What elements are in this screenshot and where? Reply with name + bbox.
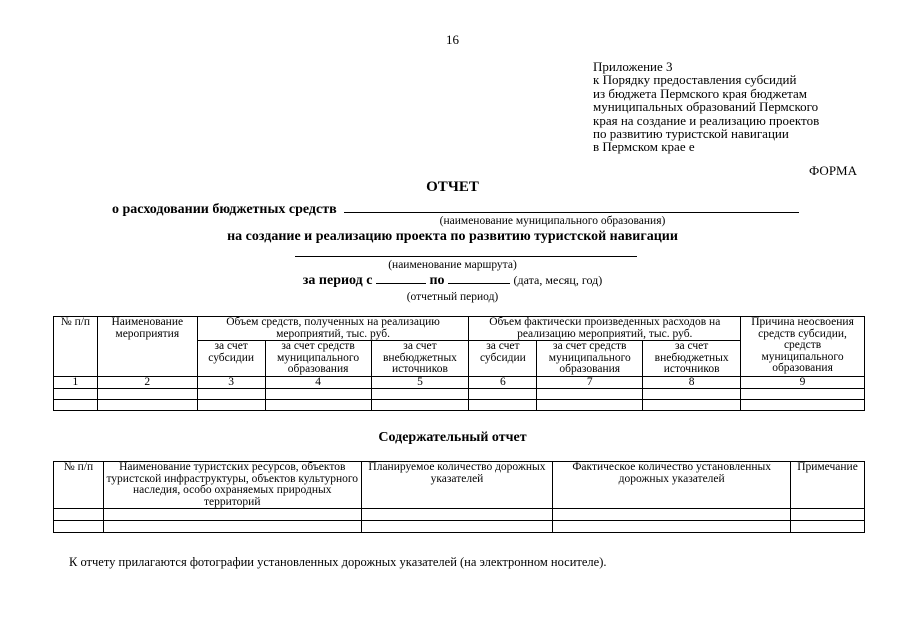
column-number: 1: [54, 376, 98, 389]
empty-cell[interactable]: [197, 400, 265, 411]
appendix-line: в Пермском крае е: [593, 139, 695, 155]
report-subject: на создание и реализацию проекта по развитию туристской навигации: [227, 229, 678, 244]
subheader-cell: за счет внебюджетных источников: [371, 341, 469, 377]
period-line: [0, 271, 905, 289]
table-row: [54, 400, 865, 411]
period-to-blank[interactable]: [448, 271, 510, 284]
header-cell: Объем средств, полученных на реализацию мероприятий, тыс. руб.: [197, 317, 469, 341]
subheader-cell: за счет средств муниципального образования: [265, 341, 371, 377]
column-number: 5: [371, 376, 469, 389]
appendix-line: Приложение 3: [593, 59, 673, 74]
empty-cell[interactable]: [791, 521, 865, 533]
route-hint: (наименование маршрута): [388, 259, 517, 271]
expenditure-table: [53, 316, 865, 411]
empty-cell[interactable]: [741, 389, 865, 400]
period-from-label: за период с: [302, 273, 373, 288]
column-number: 4: [265, 376, 371, 389]
column-number: 8: [643, 376, 741, 389]
empty-cell[interactable]: [54, 509, 104, 521]
empty-cell[interactable]: [469, 389, 537, 400]
column-number: 7: [537, 376, 643, 389]
table-row: [54, 509, 865, 521]
empty-cell[interactable]: [553, 521, 791, 533]
header-cell: Наименование мероприятия: [97, 317, 197, 377]
header-cell: № п/п: [54, 462, 104, 509]
report-title: ОТЧЕТ: [426, 179, 479, 195]
column-number: 9: [741, 376, 865, 389]
subheader-cell: за счет внебюджетных источников: [643, 341, 741, 377]
appendix-line: края на создание и реализацию проектов: [593, 112, 820, 128]
empty-cell[interactable]: [97, 389, 197, 400]
appendix-line: по развитию туристской навигации: [593, 126, 789, 142]
header-cell: Причина неосвоения средств субсидии, средств муниципального образования: [741, 317, 865, 377]
empty-cell[interactable]: [103, 521, 361, 533]
page-number: 16: [446, 32, 459, 47]
period-to-label: по: [429, 273, 445, 288]
empty-cell[interactable]: [97, 400, 197, 411]
header-cell: № п/п: [54, 317, 98, 377]
empty-cell[interactable]: [265, 389, 371, 400]
table-header-row: [54, 462, 865, 509]
spending-label: о расходовании бюджетных средств: [112, 202, 337, 217]
appendix-line: к Порядку предоставления субсидий: [593, 72, 797, 88]
period-hint: (отчетный период): [406, 291, 499, 303]
form-label: ФОРМА: [809, 163, 857, 178]
table-row: [54, 521, 865, 533]
empty-cell[interactable]: [643, 400, 741, 411]
table-header-row: [54, 317, 865, 341]
empty-cell[interactable]: [643, 389, 741, 400]
footnote: К отчету прилагаются фотографии установленных дорожных указателей (на электронном носителе).: [69, 555, 607, 569]
period-from-blank[interactable]: [376, 271, 426, 284]
header-cell: Объем фактически произведенных расходов на реализацию мероприятий, тыс. руб.: [469, 317, 741, 341]
content-report-title: Содержательный отчет: [378, 430, 527, 445]
empty-cell[interactable]: [265, 400, 371, 411]
empty-cell[interactable]: [791, 509, 865, 521]
period-format-hint: (дата, месяц, год): [513, 273, 603, 287]
empty-cell[interactable]: [197, 389, 265, 400]
empty-cell[interactable]: [54, 521, 104, 533]
appendix-line: из бюджета Пермского края бюджетам: [593, 85, 807, 101]
table-row: [54, 389, 865, 400]
header-cell: Примечание: [791, 462, 865, 509]
empty-cell[interactable]: [553, 509, 791, 521]
municipality-blank[interactable]: [344, 200, 799, 213]
header-cell: Наименование туристских ресурсов, объектов туристской инфраструктуры, объектов культурного наследия, особо охраняемых природных территорий: [103, 462, 361, 509]
empty-cell[interactable]: [469, 400, 537, 411]
subheader-cell: за счет субсидии: [469, 341, 537, 377]
empty-cell[interactable]: [537, 400, 643, 411]
column-number: 6: [469, 376, 537, 389]
column-number: 3: [197, 376, 265, 389]
empty-cell[interactable]: [371, 400, 469, 411]
empty-cell[interactable]: [537, 389, 643, 400]
empty-cell[interactable]: [371, 389, 469, 400]
appendix-block: [593, 60, 819, 154]
header-cell: Фактическое количество установленных дорожных указателей: [553, 462, 791, 509]
empty-cell[interactable]: [103, 509, 361, 521]
empty-cell[interactable]: [741, 400, 865, 411]
content-table: [53, 461, 865, 533]
empty-cell[interactable]: [361, 509, 553, 521]
subheader-cell: за счет средств муниципального образования: [537, 341, 643, 377]
empty-cell[interactable]: [54, 389, 98, 400]
column-number: 2: [97, 376, 197, 389]
column-number-row: [54, 376, 865, 389]
municipality-hint: (наименование муниципального образования): [439, 215, 666, 227]
header-cell: Планируемое количество дорожных указателей: [361, 462, 553, 509]
route-blank[interactable]: [295, 256, 637, 257]
empty-cell[interactable]: [54, 400, 98, 411]
subheader-cell: за счет субсидии: [197, 341, 265, 377]
empty-cell[interactable]: [361, 521, 553, 533]
appendix-line: муниципальных образований Пермского: [593, 99, 819, 115]
